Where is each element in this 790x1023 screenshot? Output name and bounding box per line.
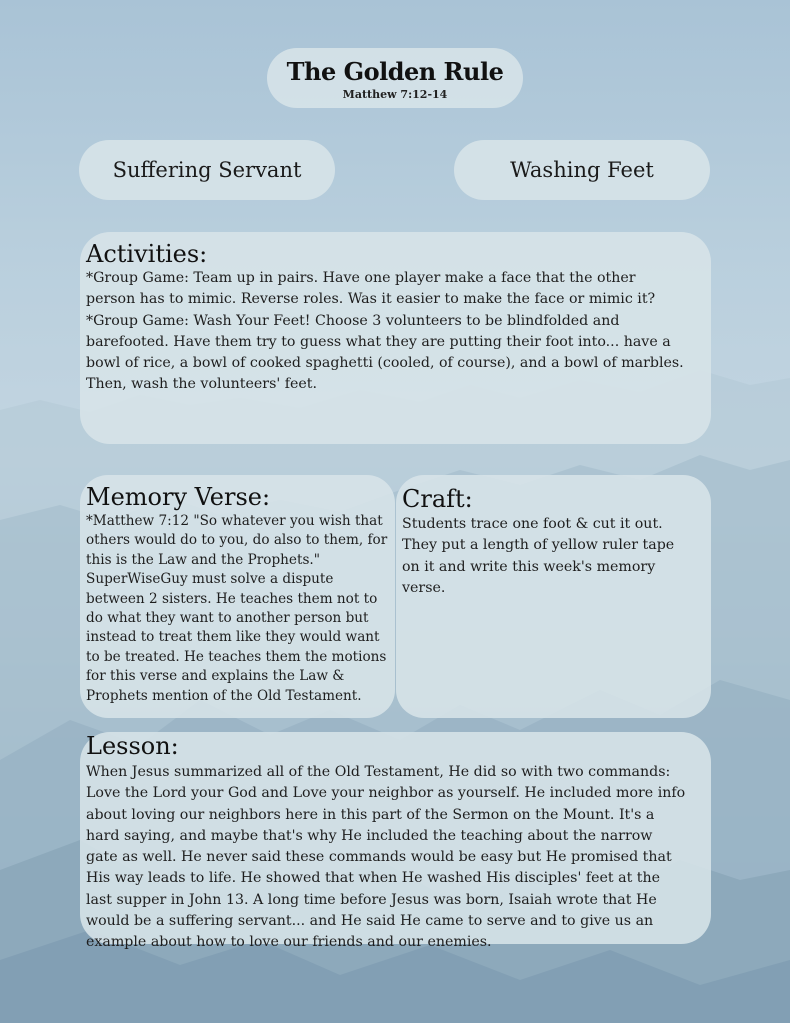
text-line: verse. [402, 579, 446, 596]
text-line: bowl of rice, a bowl of cooked spaghetti (cooled, of course), and a bowl of marbles. [86, 355, 684, 372]
text-line: When Jesus summarized all of the Old Testament, He did so with two commands: [86, 764, 671, 780]
text-line: do what they want to another person but [86, 610, 369, 627]
text-line: gate as well. He never said these commands would be easy but He promised that [86, 849, 672, 866]
activities-section [80, 232, 711, 444]
text-line: SuperWiseGuy must solve a dispute [86, 571, 334, 588]
scripture-reference: Matthew 7:12-14 [342, 88, 448, 101]
text-line: *Matthew 7:12 "So whatever you wish that [86, 513, 383, 529]
text-line: would be a suffering servant... and He said He came to serve and to give us an [86, 913, 654, 930]
topic-label: Washing Feet [510, 158, 654, 182]
activities-heading: Activities: [86, 240, 208, 268]
text-line: instead to treat them like they would want [86, 629, 380, 646]
topic-washing-feet [454, 140, 710, 200]
memory-verse-section [80, 475, 395, 718]
text-line: about loving our neighbors here in this part of the Sermon on the Mount. It's a [86, 806, 655, 823]
craft-heading: Craft: [402, 485, 473, 513]
text-line: to be treated. He teaches them the motions [86, 648, 387, 665]
page-title: The Golden Rule [286, 57, 504, 86]
text-line: Prophets mention of the Old Testament. [86, 687, 362, 704]
text-line: barefooted. Have them try to guess what they are putting their foot into... have a [86, 333, 671, 350]
text-line: for this verse and explains the Law & [86, 668, 345, 685]
text-line: between 2 sisters. He teaches them not to [86, 590, 378, 607]
topic-suffering-servant [79, 140, 335, 200]
text-line: *Group Game: Team up in pairs. Have one player make a face that the other [86, 270, 636, 286]
memory-verse-heading: Memory Verse: [86, 483, 271, 511]
lesson-text [86, 762, 718, 954]
text-line: last supper in John 13. A long time before Jesus was born, Isaiah wrote that He [86, 891, 657, 908]
text-line: on it and write this week's memory [402, 558, 656, 575]
text-line: *Group Game: Wash Your Feet! Choose 3 volunteers to be blindfolded and [86, 312, 620, 329]
text-line: example about how to love our friends and our enemies. [86, 934, 492, 951]
lesson-heading: Lesson: [86, 732, 179, 760]
text-line: Love the Lord your God and Love your neighbor as yourself. He included more info [86, 785, 686, 802]
memory-verse-text [86, 512, 392, 706]
text-line: Students trace one foot & cut it out. [402, 516, 663, 532]
title-banner [267, 48, 523, 108]
text-line: They put a length of yellow ruler tape [402, 537, 675, 554]
craft-text [402, 514, 702, 599]
craft-section [396, 475, 711, 718]
text-line: this is the Law and the Prophets." [86, 551, 320, 568]
text-line: hard saying, and maybe that's why He included the teaching about the narrow [86, 827, 653, 844]
text-line: others would do to you, do also to them, for [86, 532, 388, 549]
topic-label: Suffering Servant [112, 158, 302, 182]
text-line: person has to mimic. Reverse roles. Was it easier to make the face or mimic it? [86, 291, 656, 308]
text-line: His way leads to life. He showed that when He washed His disciples' feet at the [86, 870, 661, 887]
text-line: Then, wash the volunteers' feet. [86, 376, 318, 393]
activities-text [86, 268, 714, 396]
lesson-section [80, 732, 711, 951]
